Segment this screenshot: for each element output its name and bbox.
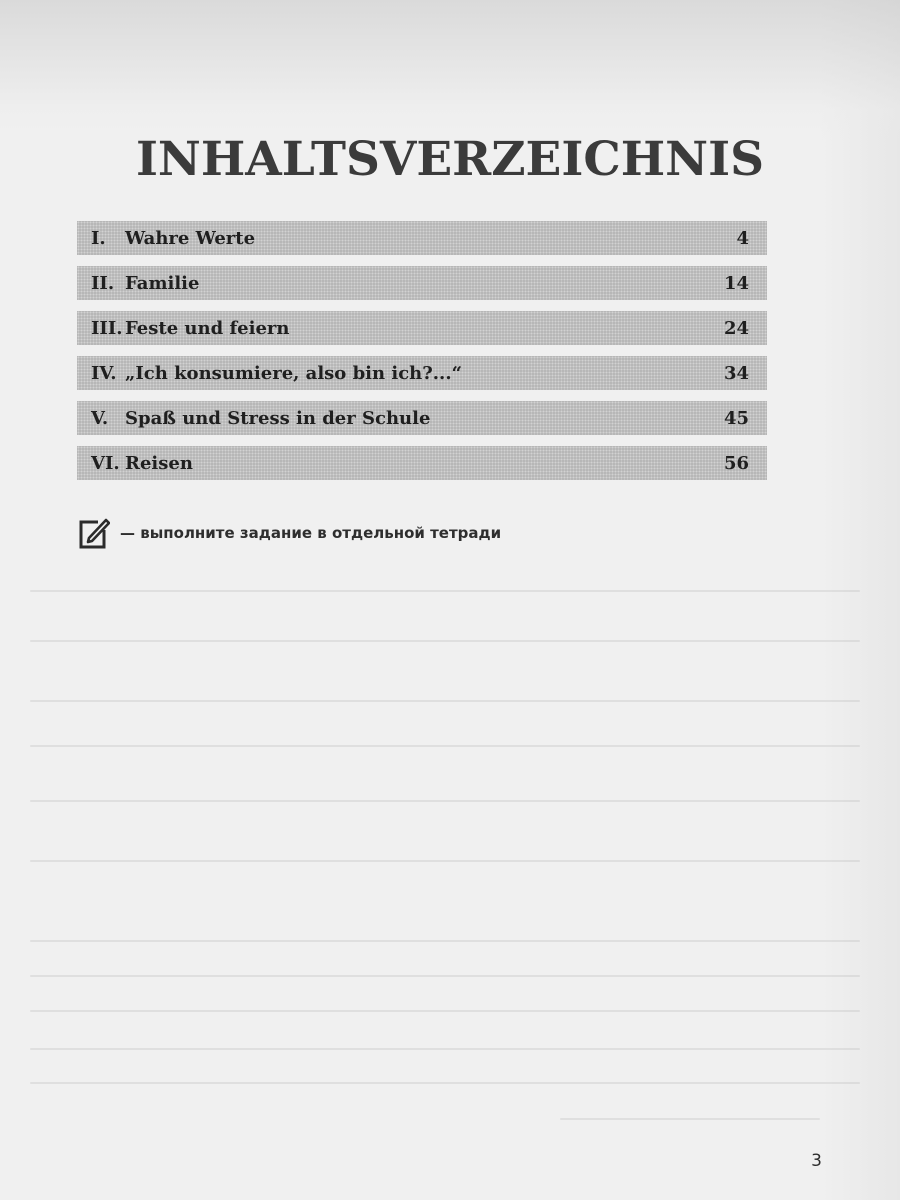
bleed-through-line: [30, 860, 860, 862]
chapter-number: II.: [91, 272, 115, 294]
bleed-through-line: [30, 940, 860, 942]
bleed-through-line: [560, 1118, 820, 1120]
chapter-number: VI.: [91, 452, 120, 474]
bleed-through-line: [30, 745, 860, 747]
toc-entry-4[interactable]: [77, 356, 767, 390]
chapter-number: I.: [91, 227, 106, 249]
bleed-through-line: [30, 590, 860, 592]
page-number: 3: [811, 1151, 822, 1171]
toc-entry-5[interactable]: [77, 401, 767, 435]
chapter-number: IV.: [91, 362, 117, 384]
chapter-title: Feste und feiern: [125, 317, 290, 339]
page-title: INHALTSVERZEICHNIS: [135, 132, 765, 187]
chapter-page-number: 14: [723, 272, 749, 294]
bleed-through-line: [30, 1010, 860, 1012]
toc-entry-1[interactable]: [77, 221, 767, 255]
chapter-page-number: 34: [723, 362, 749, 384]
toc-entry-label: [91, 408, 430, 429]
chapter-title: Familie: [125, 272, 200, 294]
toc-entry-label: [91, 363, 462, 384]
bleed-through-line: [30, 1082, 860, 1084]
toc-entry-2[interactable]: [77, 266, 767, 300]
chapter-number: V.: [91, 407, 109, 429]
chapter-title: Reisen: [125, 452, 193, 474]
notebook-legend: [78, 516, 501, 550]
chapter-page-number: 24: [723, 317, 749, 339]
bleed-through-line: [30, 640, 860, 642]
chapter-number: III.: [91, 317, 123, 339]
chapter-title: Spaß und Stress in der Schule: [125, 407, 431, 429]
legend-text: — выполните задание в отдельной тетради: [120, 524, 502, 542]
bleed-through-line: [30, 700, 860, 702]
toc-entry-3[interactable]: [77, 311, 767, 345]
toc-entry-6[interactable]: [77, 446, 767, 480]
table-of-contents: [77, 221, 767, 491]
toc-entry-label: [91, 228, 255, 249]
toc-entry-label: [91, 273, 199, 294]
chapter-page-number: 4: [736, 227, 749, 249]
chapter-page-number: 56: [723, 452, 749, 474]
chapter-title: „Ich konsumiere, also bin ich?...“: [125, 362, 462, 384]
toc-entry-label: [91, 453, 193, 474]
notebook-pencil-icon: [78, 516, 110, 550]
bleed-through-line: [30, 800, 860, 802]
chapter-title: Wahre Werte: [125, 227, 256, 249]
chapter-page-number: 45: [723, 407, 749, 429]
bleed-through-line: [30, 975, 860, 977]
toc-entry-label: [91, 318, 290, 339]
bleed-through-line: [30, 1048, 860, 1050]
